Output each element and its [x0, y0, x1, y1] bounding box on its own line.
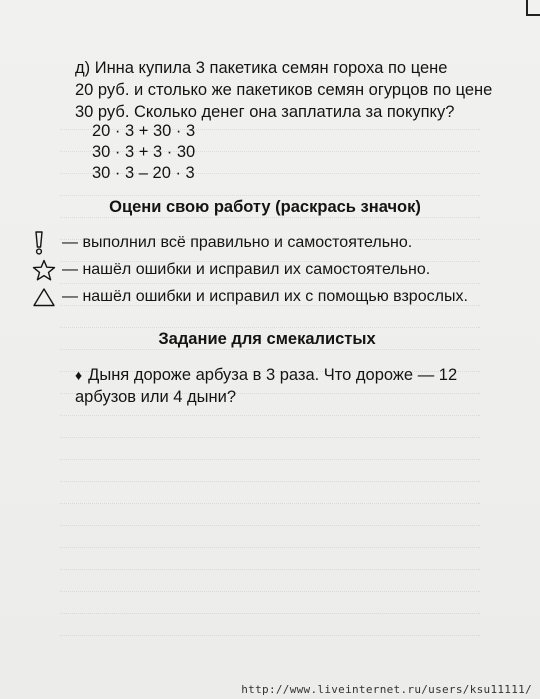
puzzle-heading: Задание для смекалистых: [158, 330, 376, 348]
exclamation-icon: [32, 232, 62, 254]
expression-item: 20 · 3 + 30 · 3: [92, 122, 196, 140]
source-url: http://www.liveinternet.ru/users/ksu11111/: [241, 683, 532, 696]
self-assessment-heading: Оцени свою работу (раскрась значок): [109, 198, 421, 216]
page-corner-mark: [526, 0, 540, 16]
expression-list: [92, 121, 195, 184]
puzzle-line: Дыня дороже арбуза в 3 раза. Что дороже — 12: [88, 366, 458, 384]
word-problem: [75, 57, 493, 123]
assessment-text: — нашёл ошибки и исправил их самостоятельно.: [62, 261, 431, 278]
problem-line: 20 руб. и столько же пакетиков семян огурцов по цене: [75, 81, 493, 99]
assessment-text: — выполнил всё правильно и самостоятельно.: [62, 234, 413, 251]
expression-item: 30 · 3 – 20 · 3: [92, 164, 195, 182]
triangle-icon: [32, 286, 62, 308]
assessment-text: — нашёл ошибки и исправил их с помощью взрослых.: [62, 288, 468, 305]
diamond-bullet-icon: ♦: [75, 367, 83, 383]
problem-line: д) Инна купила 3 пакетика семян гороха по цене: [75, 59, 448, 77]
star-icon: [32, 259, 62, 281]
puzzle-task: [75, 364, 495, 408]
assessment-row-adult-help: [32, 286, 468, 308]
assessment-row-correct: [32, 232, 412, 254]
assessment-row-self-fixed: [32, 259, 430, 281]
expression-item: 30 · 3 + 3 · 30: [92, 143, 196, 161]
problem-line: 30 руб. Сколько денег она заплатила за покупку?: [75, 103, 455, 121]
puzzle-line: арбузов или 4 дыни?: [75, 388, 236, 406]
